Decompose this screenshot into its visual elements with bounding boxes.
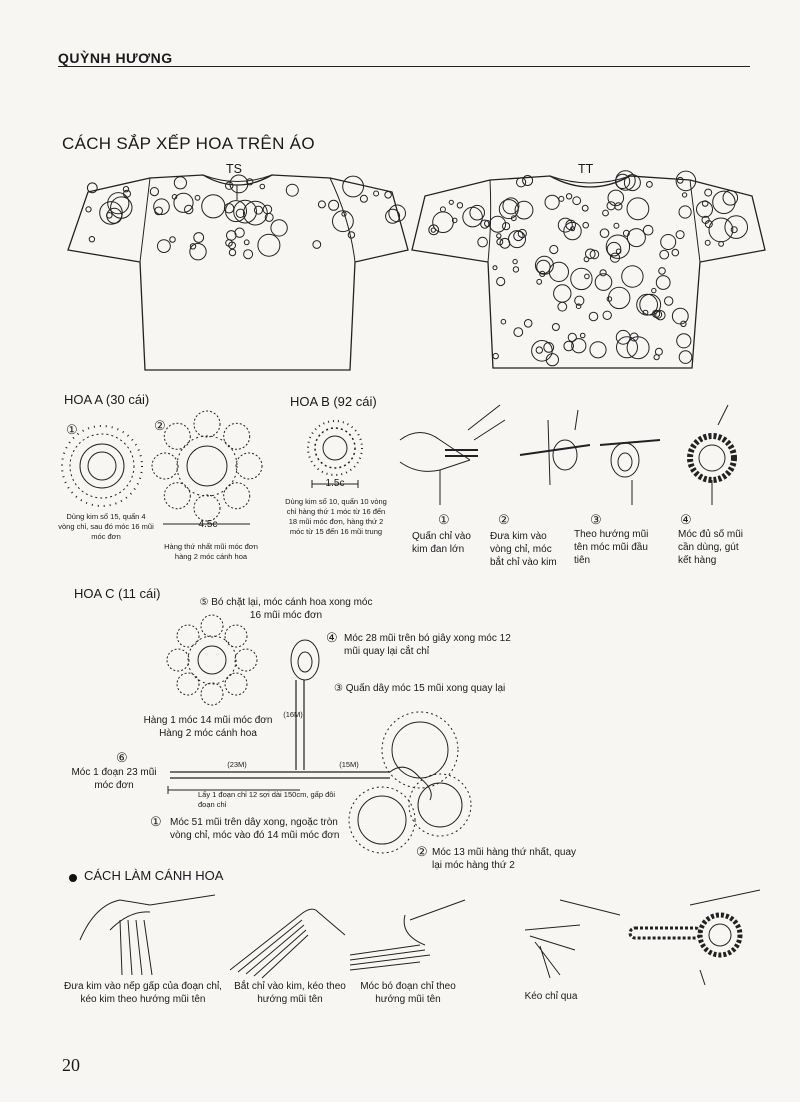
front-shirt-label: TS	[226, 162, 242, 176]
petal-step1: Đưa kim vào nếp gấp của đoạn chỉ, kéo kim theo hướng mũi tên	[64, 981, 222, 1005]
ring-step2-num: ②	[498, 512, 510, 527]
hoa-a-dim: 4.5c	[198, 519, 218, 530]
petal-section-title: CÁCH LÀM CÁNH HOA	[84, 868, 224, 883]
hoa-b-note: Dùng kim số 10, quấn 10 vòng chỉ hàng thứ 1 móc từ 16 đến 18 mũi móc đơn, hàng thứ 2 móc từ 15 đến 16 mũi trung	[285, 497, 387, 536]
hoa-c-rows: Hàng 1 móc 14 mũi móc đơn Hàng 2 móc cánh hoa	[143, 715, 273, 739]
header-brand: QUỲNH HƯƠNG	[58, 50, 173, 66]
page-title: CÁCH SẮP XẾP HOA TRÊN ÁO	[62, 134, 315, 153]
hoa-c-thread: Lấy 1 đoạn chỉ 12 sợi dài 150cm, gấp đôi đoạn chỉ	[198, 790, 336, 809]
petal-step3: Móc bó đoạn chỉ theo hướng mũi tên	[360, 981, 456, 1005]
hoa-a-step1-num: ①	[66, 422, 78, 437]
ring-step3-num: ③	[590, 512, 602, 527]
hoa-a-note2: Hàng thứ nhất mũi móc đơn hàng 2 móc cánh hoa	[164, 542, 258, 561]
hoa-c-step6: Móc 1 đoạn 23 mũi móc đơn	[71, 767, 157, 791]
hoa-c-23m: (23M)	[227, 760, 247, 769]
ring-step2-text: Đưa kim vào vòng chỉ, móc bắt chỉ vào kim	[490, 531, 557, 568]
ring-step1-num: ①	[438, 512, 450, 527]
hoa-b-dim: 1.5c	[325, 478, 345, 489]
hoa-a-step2-num: ②	[154, 418, 166, 433]
ring-step1-text: Quấn chỉ vào kim đan lớn	[412, 531, 471, 555]
hoa-b-label: HOA B (92 cái)	[290, 394, 377, 409]
hoa-c-label: HOA C (11 cái)	[74, 586, 161, 601]
hoa-c-step4-num: ④	[326, 630, 338, 645]
hoa-c-step2: Móc 13 mũi hàng thứ nhất, quay lại móc hàng thứ 2	[432, 847, 577, 871]
petal-step4: Kéo chỉ qua	[524, 991, 578, 1002]
hoa-c-step4: Móc 28 mũi trên bó giây xong móc 12 mũi quay lại cắt chỉ	[344, 633, 511, 657]
hoa-a-note1: Dùng kim số 15, quấn 4 vòng chỉ, sau đó móc 16 mũi móc đơn	[58, 512, 154, 541]
petal-step2: Bắt chỉ vào kim, kéo theo hướng mũi tên	[234, 981, 346, 1005]
hoa-c-step6-num: ⑥	[116, 750, 128, 765]
hoa-c-15m: (15M)	[339, 760, 359, 769]
hoa-c-step5: ⑤ Bó chặt lại, móc cánh hoa xong móc 16 mũi móc đơn	[199, 597, 373, 621]
ring-step3-text: Theo hướng mũi tên móc mũi đầu tiên	[574, 529, 649, 566]
ring-step4-num: ④	[680, 512, 692, 527]
hoa-c-step2-num: ②	[416, 844, 428, 859]
ring-step4-text: Móc đủ số mũi cần dùng, gút kết hàng	[678, 529, 744, 566]
hoa-c-step1: Móc 51 mũi trên dây xong, ngoặc tròn vòng chỉ, móc vào đó 14 mũi móc đơn	[170, 817, 340, 841]
hoa-c-16m: (16M)	[283, 710, 303, 719]
page-number: 20	[62, 1055, 80, 1075]
hoa-a-label: HOA A (30 cái)	[64, 392, 150, 407]
hoa-c-step1-num: ①	[150, 814, 162, 829]
hoa-c-step3: ③ Quấn dây móc 15 mũi xong quay lại	[334, 683, 506, 694]
back-shirt-label: TT	[578, 162, 594, 176]
